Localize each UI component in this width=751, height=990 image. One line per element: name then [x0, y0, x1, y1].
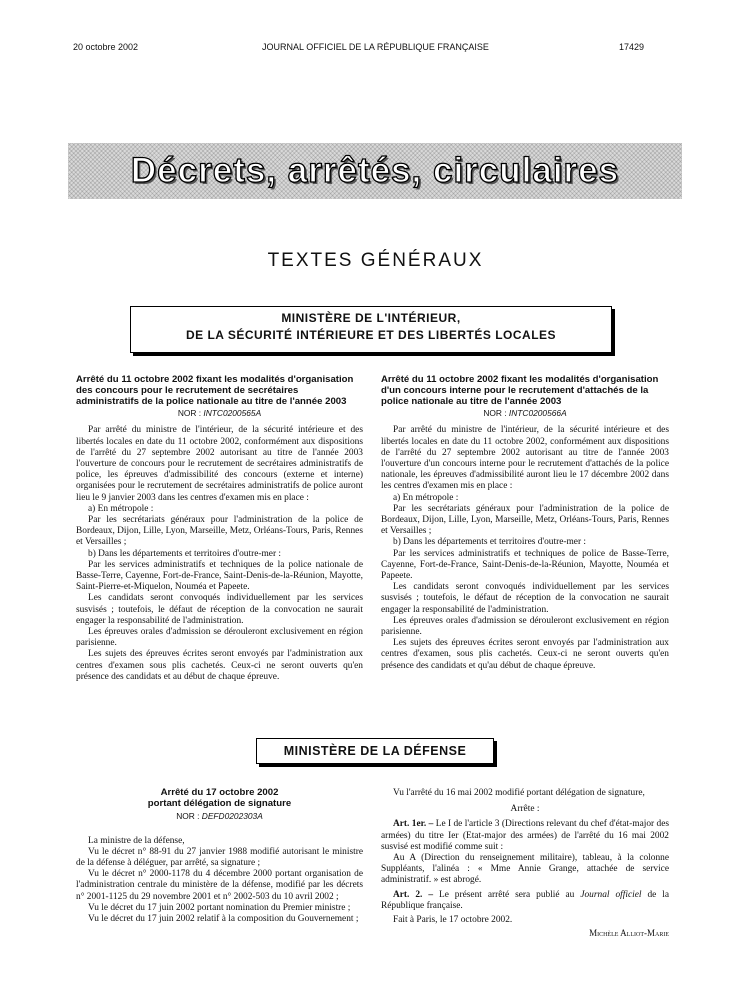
article-1-label: Art. 1er. – — [393, 819, 434, 830]
paragraph: a) En métropole : — [393, 492, 459, 503]
paragraph: b) Dans les départements et territoires d'outre-mer : — [88, 548, 282, 559]
decree-column-4 — [381, 788, 669, 939]
paragraph: Les sujets des épreuves écrites seront envoyés par l'administration aux centres d'examen sous plis cachetés. Ceux-ci ne seront ouverts qu'en présence des candidats et au début de chaque épreuve. — [76, 649, 363, 682]
nor-reference — [76, 407, 363, 419]
paragraph: b) Dans les départements et territoires d'outre-mer : — [393, 537, 587, 548]
paragraph: Par arrêté du ministre de l'intérieur, de la sécurité intérieure et des libertés locales en date du 11 octobre 2002, conformément aux dispositions de l'arrêté du 27 septembre 2002 autorisant au titre de l'année 2003 l'ouverture de concours pour le recrutement de secrétaires administratifs de police, les épreuves d'admissibilité des concours (externe et interne) organisées pour le recrutement de secrétaires administratifs de police auront lieu le 9 janvier 2003 dans les centres d'examen mis en place : — [76, 425, 363, 503]
nor-reference — [381, 407, 669, 419]
header-date: 20 octobre 2002 — [73, 42, 139, 52]
decree-title-line-1: Arrêté du 17 octobre 2002 — [160, 787, 279, 798]
paragraph: Les candidats seront convoqués individuellement par les services susvisés ; toutefois, le défaut de réception de la convocation ne saurait engager la responsabilité de l'administration. — [381, 582, 669, 615]
article-2-text-end: de la République française. — [381, 889, 669, 911]
article-1 — [381, 819, 669, 853]
decree-column-2 — [381, 375, 669, 672]
ministry-interieur-box — [130, 306, 612, 353]
nor-label: NOR : — [483, 408, 507, 419]
decree-title: Arrêté du 11 octobre 2002 fixant les modalités d'organisation d'un concours interne pour le recrutement d'attachés de la police nationale au titre de l'année 2003 — [381, 374, 659, 407]
nor-reference — [76, 810, 363, 822]
article-1-text: Le I de l'article 3 (Directions relevant du chef d'état-major des armées) du titre Ier (Etat-major des armées) de l'arrêté du 16 mai 2002 susvisé est modifié comme suit : — [381, 819, 670, 852]
section-banner — [68, 143, 682, 199]
paragraph: Vu le décret du 17 juin 2002 portant nomination du Premier ministre ; — [88, 902, 351, 913]
ministry-line-1: MINISTÈRE DE L'INTÉRIEUR, — [281, 311, 461, 325]
arrete-heading: Arrête : — [510, 804, 540, 815]
header-journal-title: JOURNAL OFFICIEL DE LA RÉPUBLIQUE FRANÇAISE — [262, 42, 489, 52]
paragraph: Vu le décret du 17 juin 2002 relatif à la composition du Gouvernement ; — [88, 914, 359, 925]
nor-label: NOR : — [177, 408, 202, 419]
decree-title-line-2: portant délégation de signature — [147, 797, 292, 809]
paragraph: Par arrêté du ministre de l'intérieur, de la sécurité intérieure et des libertés locales en date du 11 octobre 2002, conformément aux dispositions de l'arrêté du 27 septembre 2002 autorisant au titre de l'année 2003 l'ouverture d'un concours interne pour le recrutement d'attachés de la police nationale, les épreuves d'admissibilité auront lieu le 17 décembre 2002 dans les centres d'examen mis en place : — [381, 425, 669, 492]
paragraph: Vu le décret n° 88-91 du 27 janvier 1988 modifié autorisant le ministre de la défense à déléguer, par arrêté, sa signature ; — [76, 846, 363, 868]
article-2-label: Art. 2. – — [393, 889, 434, 900]
paragraph: Les sujets des épreuves écrites seront envoyés par l'administration aux centres d'examen, sous plis cachetés. Ceux-ci ne seront ouverts qu'en présence des candidats et qu'au début de chaque épreuve. — [381, 638, 669, 671]
header-page-number: 17429 — [618, 42, 644, 52]
article-2 — [381, 890, 669, 912]
decree-title: Arrêté du 11 octobre 2002 fixant les modalités d'organisation des concours pour le recrutement de secrétaires administratifs de la police nationale au titre de l'année 2003 — [76, 374, 354, 407]
paragraph: Par les secrétariats généraux pour l'administration de la police de Bordeaux, Dijon, Lille, Lyon, Marseille, Metz, Orléans-Tours, Paris, Rennes et Versailles ; — [76, 515, 363, 548]
section-title: TEXTES GÉNÉRAUX — [267, 250, 484, 271]
place-date: Fait à Paris, le 17 octobre 2002. — [393, 915, 513, 926]
article-1-paragraph: Au A (Direction du renseignement militaire), tableau, à la colonne Suppléants, l'alinéa : « Mme Annie Grange, attachée de service administratif. » est abrogé. — [381, 853, 669, 886]
decree-column-1 — [76, 375, 363, 683]
paragraph: La ministre de la défense, — [88, 835, 185, 846]
article-2-text-start: Le présent arrêté sera publié au — [438, 889, 575, 900]
nor-code: INTC0200565A — [203, 408, 262, 419]
banner-title: Décrets, arrêtés, circulaires — [130, 151, 620, 190]
paragraph: Les épreuves orales d'admission se dérouleront exclusivement en région parisienne. — [76, 627, 363, 649]
paragraph: Vu le décret n° 2000-1178 du 4 décembre 2000 portant organisation de l'administration centrale du ministère de la défense, modifié par les décrets n° 2001-1125 du 29 novembre 2001 et n° 2002-503 du 10 avril 2002 ; — [76, 869, 363, 902]
nor-code: DEFD0202303A — [201, 810, 263, 821]
paragraph: Par les services administratifs et techniques de la police nationale de Basse-Terre, Cayenne, Fort-de-France, Saint-Denis-de-la-Réunion, Mayotte, Saint-Pierre-et-Miquelon, Nouméa et Papeete. — [76, 559, 364, 593]
nor-code: INTC0200566A — [508, 408, 567, 419]
ministry-defense-box: MINISTÈRE DE LA DÉFENSE — [256, 738, 494, 764]
paragraph: a) En métropole : — [88, 503, 154, 514]
ministry-line-2: DE LA SÉCURITÉ INTÉRIEURE ET DES LIBERTÉS LOCALES — [185, 328, 557, 342]
journal-officiel-ref: Journal officiel — [580, 889, 642, 900]
paragraph: Par les services administratifs et techniques de police de Basse-Terre, Cayenne, Fort-de-France, Saint-Denis-de-la-Réunion, Mayotte, Nouméa et Papeete. — [381, 548, 669, 582]
paragraph: Les épreuves orales d'admission se dérouleront exclusivement en région parisienne. — [381, 615, 669, 638]
paragraph: Vu l'arrêté du 16 mai 2002 modifié portant délégation de signature, — [393, 788, 645, 798]
signature: Michèle Alliot-Marie — [589, 928, 669, 939]
decree-column-3 — [76, 788, 363, 925]
paragraph: Les candidats seront convoqués individuellement par les services susvisés ; toutefois, le défaut de réception de la convocation ne saurait engager la responsabilité de l'administration. — [76, 593, 363, 626]
paragraph: Par les secrétariats généraux pour l'administration de la police de Bordeaux, Dijon, Lille, Lyon, Marseille, Metz, Orléans-Tours, Paris, Rennes et Versailles ; — [381, 503, 669, 537]
nor-label: NOR : — [176, 810, 200, 821]
